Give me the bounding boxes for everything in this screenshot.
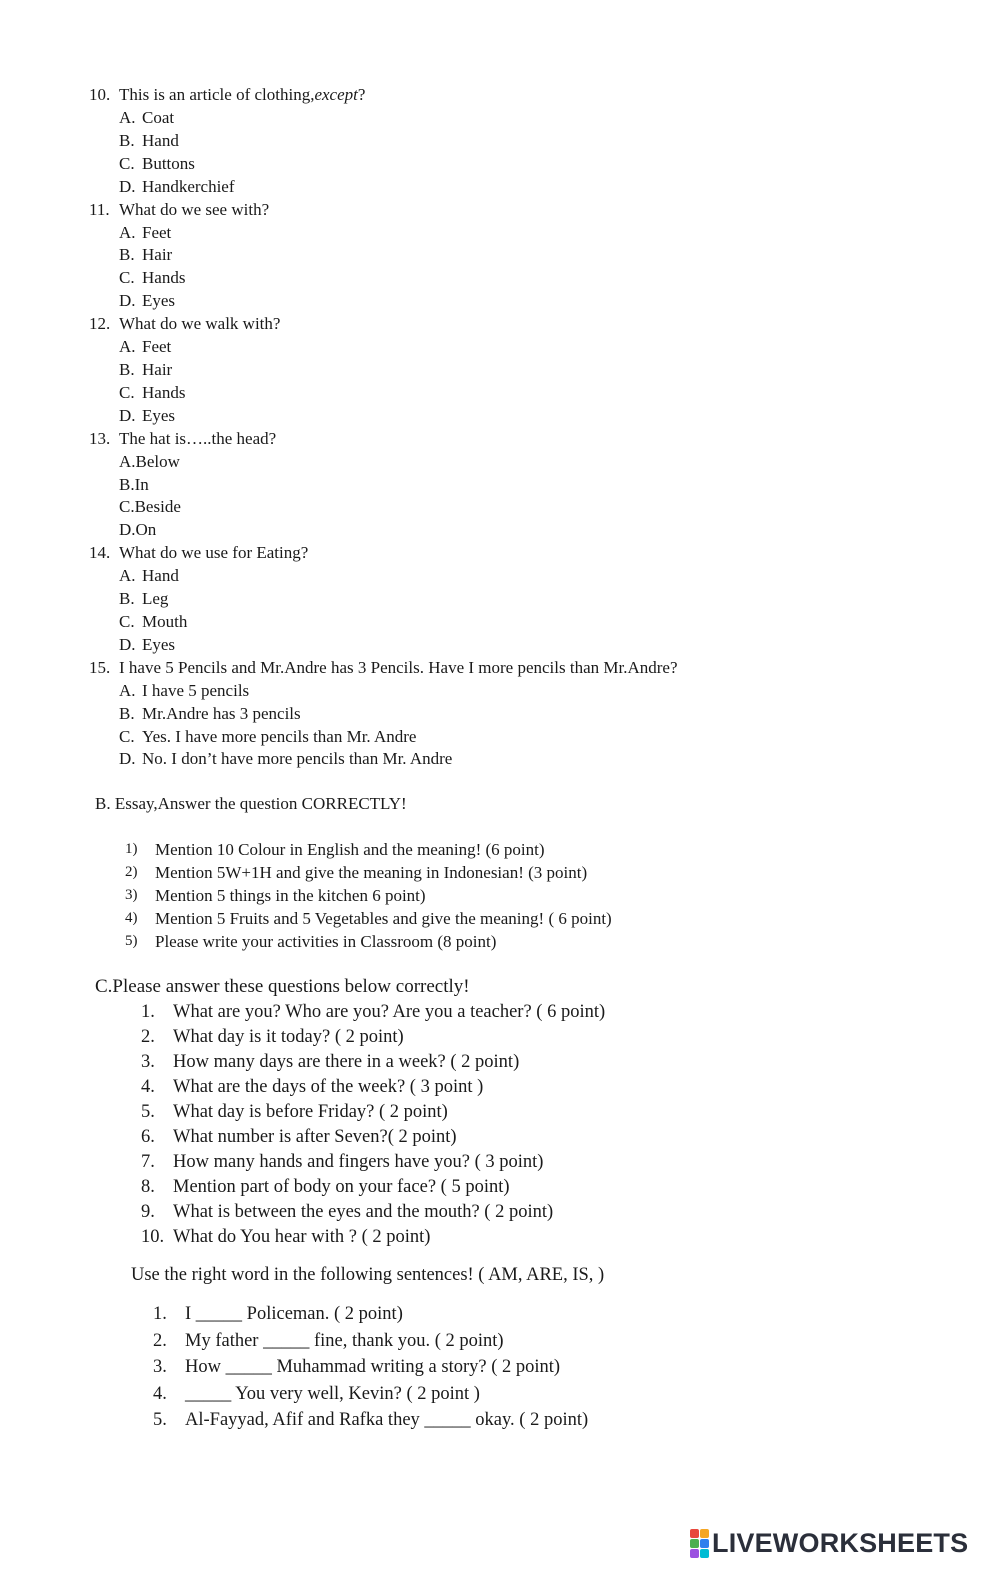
fill-blank-item: [153, 1301, 588, 1328]
liveworksheets-logo: [690, 1527, 968, 1559]
option-text: Mouth: [142, 612, 188, 632]
item-text: I _____ Policeman. ( 2 point): [185, 1304, 403, 1324]
item-text: What day is before Friday? ( 2 point): [173, 1102, 448, 1122]
option-text: Hand: [142, 130, 179, 150]
question-item: [89, 541, 969, 564]
option-text: No. I don’t have more pencils than Mr. Andre: [142, 749, 453, 769]
item-number: 3): [125, 887, 138, 903]
item-text: _____ You very well, Kevin? ( 2 point ): [185, 1383, 480, 1404]
item-number: 4): [125, 910, 138, 926]
section-d-fill-blank-list: [153, 1301, 588, 1434]
item-number: 4.: [153, 1383, 167, 1404]
question-item: [141, 1225, 605, 1250]
item-number: 1): [125, 841, 138, 857]
section-b-essay-list: [125, 838, 612, 953]
option-letter: C.: [119, 726, 135, 746]
item-number: 2.: [141, 1027, 155, 1047]
question-text-main: What do we walk with?: [119, 314, 281, 334]
logo-text: LIVEWORKSHEETS: [712, 1527, 969, 1558]
question-text: [119, 656, 678, 679]
question-item: [141, 1175, 605, 1200]
item-number: 3.: [153, 1357, 167, 1378]
question-number: 11.: [89, 199, 110, 219]
option-text: Hair: [142, 360, 173, 380]
option-letter: D.: [119, 749, 136, 769]
item-text: Mention 10 Colour in English and the meaning! (6 point): [155, 840, 545, 859]
item-text: What day is it today? ( 2 point): [173, 1027, 404, 1047]
item-text: Al-Fayyad, Afif and Rafka they _____ okay. ( 2 point): [185, 1410, 589, 1431]
question-number: 13.: [89, 428, 111, 448]
question-item: [141, 1150, 605, 1175]
answer-option: [89, 473, 969, 496]
question-text: [119, 83, 365, 106]
option-letter: B.: [119, 703, 135, 723]
item-number: 9.: [141, 1202, 155, 1222]
item-text: What do You hear with ? ( 2 point): [173, 1227, 431, 1247]
item-number: 1.: [153, 1304, 167, 1324]
item-text: What are you? Who are you? Are you a teacher? ( 6 point): [173, 1002, 606, 1022]
option-text: Leg: [142, 589, 169, 609]
item-number: 5.: [141, 1102, 155, 1122]
question-item: [89, 83, 969, 106]
item-text: How _____ Muhammad writing a story? ( 2 point): [185, 1357, 561, 1378]
option-letter: C.: [119, 612, 135, 632]
option-letter: A.: [119, 566, 136, 586]
logo-square: [690, 1539, 699, 1548]
question-text-main: This is an article of clothing,: [119, 85, 315, 104]
answer-option: [89, 747, 969, 770]
option-letter: C.: [119, 153, 135, 173]
fill-blank-item: [153, 1328, 588, 1355]
question-text-end: ?: [357, 85, 366, 104]
fill-blank-item: [153, 1354, 588, 1381]
item-text: Mention 5 things in the kitchen 6 point): [155, 886, 426, 905]
option-text: Feet: [142, 222, 172, 242]
option-letter: D.: [119, 176, 136, 196]
logo-square: [700, 1539, 709, 1548]
option-text: Beside: [134, 497, 181, 517]
option-letter: C.: [119, 268, 135, 288]
item-text: Mention 5 Fruits and 5 Vegetables and give the meaning! ( 6 point): [155, 909, 612, 928]
essay-item: [125, 861, 612, 884]
item-number: 5): [125, 933, 138, 949]
option-text: Handkerchief: [142, 176, 235, 196]
answer-option: [89, 221, 969, 244]
answer-option: [89, 633, 969, 656]
logo-square: [700, 1549, 709, 1558]
item-number: 8.: [141, 1177, 155, 1197]
answer-option: [89, 152, 969, 175]
option-letter: D.: [119, 291, 136, 311]
answer-option: [89, 175, 969, 198]
section-c-question-list: [141, 1000, 605, 1250]
logo-square: [700, 1529, 709, 1538]
item-text: My father _____ fine, thank you. ( 2 point): [185, 1330, 504, 1351]
item-text: What are the days of the week? ( 3 point ): [173, 1077, 484, 1097]
answer-option: [89, 243, 969, 266]
option-letter: C.: [119, 382, 135, 402]
option-text: On: [135, 520, 157, 540]
option-letter: A.: [119, 337, 136, 357]
option-letter: D.: [119, 634, 136, 654]
question-item: [141, 1200, 605, 1225]
option-letter: B.: [119, 589, 135, 609]
item-text: What is between the eyes and the mouth? ( 2 point): [173, 1202, 554, 1222]
question-item: [89, 427, 969, 450]
section-d-title: Use the right word in the following sentences! ( AM, ARE, IS, ): [131, 1265, 605, 1285]
option-text: Below: [135, 451, 180, 471]
item-number: 2): [125, 864, 138, 880]
essay-item: [125, 907, 612, 930]
section-b-title: B. Essay,Answer the question CORRECTLY!: [95, 794, 407, 813]
question-number: 12.: [89, 314, 111, 334]
item-text: What number is after Seven?( 2 point): [173, 1127, 457, 1147]
answer-option: [89, 335, 969, 358]
question-text-main: The hat is…..the head?: [119, 428, 277, 448]
answer-option: [89, 450, 969, 473]
question-item: [89, 312, 969, 335]
answer-option: [89, 518, 969, 541]
answer-option: [89, 679, 969, 702]
question-item: [141, 1100, 605, 1125]
option-text: Buttons: [142, 153, 195, 173]
fill-blank-item: [153, 1381, 588, 1408]
question-text-main: I have 5 Pencils and Mr.Andre has 3 Pencils. Have I more pencils than Mr.Andre?: [119, 657, 678, 677]
question-item: [89, 198, 969, 221]
item-number: 6.: [141, 1127, 155, 1147]
answer-option: [89, 129, 969, 152]
answer-option: [89, 610, 969, 633]
item-text: How many hands and fingers have you? ( 3 point): [173, 1152, 544, 1172]
option-letter: D.: [119, 405, 136, 425]
option-letter: C.: [119, 497, 135, 517]
item-number: 2.: [153, 1330, 167, 1351]
item-number: 7.: [141, 1152, 155, 1172]
question-item: [141, 1125, 605, 1150]
section-c-title: C.Please answer these questions below correctly!: [95, 976, 470, 997]
question-number: 10.: [89, 85, 111, 104]
essay-item: [125, 930, 612, 953]
fill-blank-item: [153, 1407, 588, 1434]
option-letter: A.: [119, 108, 136, 127]
option-text: Hands: [142, 268, 186, 288]
option-text: In: [134, 474, 149, 494]
answer-option: [89, 381, 969, 404]
question-text: [119, 312, 280, 335]
option-letter: B.: [119, 474, 135, 494]
item-number: 4.: [141, 1077, 155, 1097]
option-letter: B.: [119, 130, 135, 150]
item-number: 3.: [141, 1052, 155, 1072]
answer-option: [89, 266, 969, 289]
option-text: Yes. I have more pencils than Mr. Andre: [142, 726, 417, 746]
item-number: 1.: [141, 1002, 155, 1022]
answer-option: [89, 725, 969, 748]
essay-item: [125, 838, 612, 861]
option-text: I have 5 pencils: [142, 680, 250, 700]
question-number: 14.: [89, 543, 111, 563]
logo-square: [690, 1529, 699, 1538]
question-text-main: What do we see with?: [119, 199, 270, 219]
option-text: Eyes: [142, 291, 176, 311]
question-text-main: What do we use for Eating?: [119, 543, 309, 563]
item-text: How many days are there in a week? ( 2 point): [173, 1052, 520, 1072]
option-letter: A.: [119, 451, 136, 471]
option-text: Eyes: [142, 634, 176, 654]
option-text: Eyes: [142, 405, 176, 425]
item-text: Mention 5W+1H and give the meaning in Indonesian! (3 point): [155, 863, 588, 882]
question-number: 15.: [89, 657, 111, 677]
question-text: [119, 427, 276, 450]
answer-option: [89, 404, 969, 427]
option-letter: A.: [119, 680, 136, 700]
answer-option: [89, 702, 969, 725]
option-letter: B.: [119, 245, 135, 265]
question-text: [119, 541, 308, 564]
essay-item: [125, 884, 612, 907]
answer-option: [89, 587, 969, 610]
option-text: Hand: [142, 566, 179, 586]
option-text: Mr.Andre has 3 pencils: [142, 703, 301, 723]
option-text: Coat: [142, 108, 175, 127]
answer-option: [89, 495, 969, 518]
item-number: 10.: [141, 1227, 165, 1247]
item-number: 5.: [153, 1410, 167, 1431]
option-text: Feet: [142, 337, 172, 357]
question-item: [141, 1000, 605, 1025]
answer-option: [89, 106, 969, 129]
answer-option: [89, 289, 969, 312]
logo-square: [690, 1549, 699, 1558]
question-text-emphasis: except: [314, 85, 358, 104]
question-item: [89, 656, 969, 679]
item-text: Mention part of body on your face? ( 5 point): [173, 1177, 510, 1197]
question-text: [119, 198, 269, 221]
answer-option: [89, 564, 969, 587]
option-letter: D.: [119, 520, 136, 540]
question-item: [141, 1025, 605, 1050]
answer-option: [89, 358, 969, 381]
option-text: Hair: [142, 245, 173, 265]
option-letter: B.: [119, 360, 135, 380]
option-text: Hands: [142, 382, 186, 402]
question-item: [141, 1075, 605, 1100]
section-a-multiple-choice: [89, 83, 969, 770]
question-item: [141, 1050, 605, 1075]
item-text: Please write your activities in Classroom (8 point): [155, 932, 497, 951]
option-letter: A.: [119, 222, 136, 242]
logo-mark-icon: [690, 1529, 709, 1558]
